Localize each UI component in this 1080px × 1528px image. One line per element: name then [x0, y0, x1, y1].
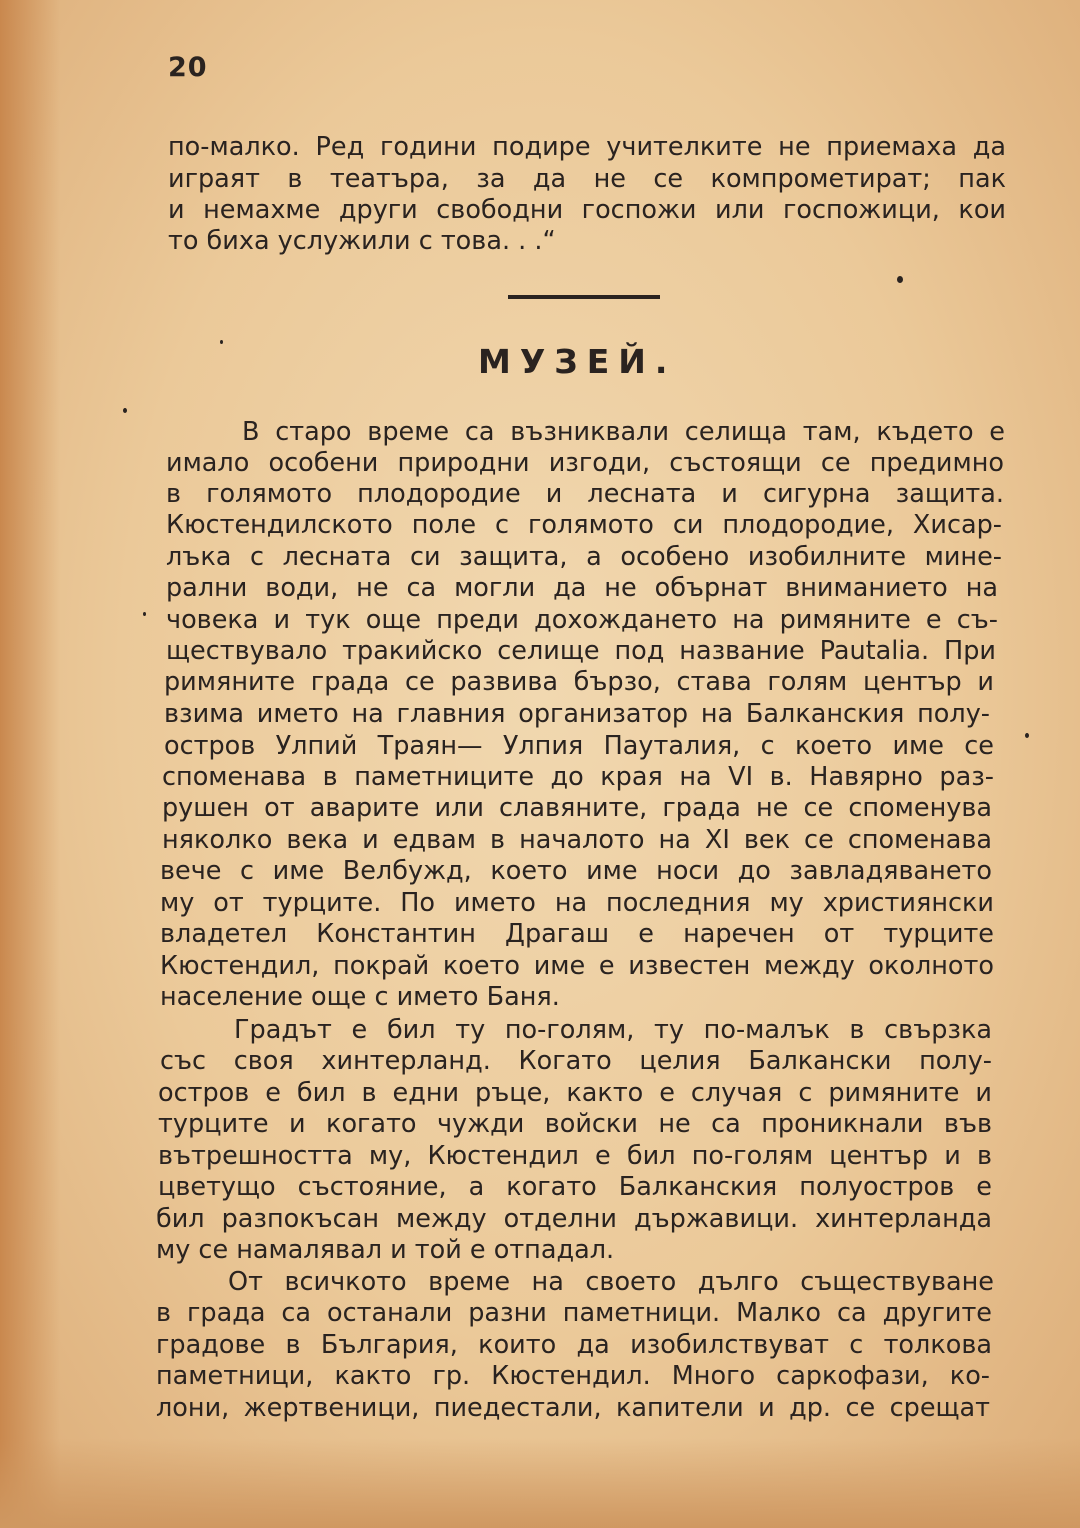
text-line: му от турците. По името на последния му християнски	[160, 888, 994, 918]
text-line: имало особени природни изгоди, състоящи се предимно	[166, 448, 1004, 478]
text-line: рушен от аварите или славяните, града не се споменува	[162, 793, 992, 823]
text-line: От всичкото време на своето дълго съществуване	[228, 1267, 994, 1297]
text-line: вече с име Велбужд, което име носи до завладяването	[160, 856, 992, 886]
text-line: вътрешността му, Кюстендил е бил по-голям център и в	[158, 1141, 992, 1171]
text-line: лони, жертвеници, пиедестали, капители и др. се срещат	[156, 1393, 990, 1423]
ink-speck	[897, 276, 903, 283]
text-line: играят в театъра, за да не се компрометират; пак	[168, 164, 1006, 194]
text-line: му се намалявал и той е отпадал.	[156, 1235, 615, 1265]
text-line: паметници, както гр. Кюстендил. Много саркофази, ко-	[156, 1361, 990, 1391]
text-line: Градът е бил ту по-голям, ту по-малък в свързка	[234, 1015, 992, 1045]
text-line: остров е бил в едни ръце, както е случая с римяните и	[158, 1078, 992, 1108]
text-line: В старо време са възниквали селища там, където е	[242, 417, 1005, 447]
text-line: взима името на главния организатор на Балканския полу-	[164, 699, 990, 729]
text-line: цветущо състояние, а когато Балканския полуостров е	[158, 1172, 992, 1202]
ink-speck	[123, 408, 127, 413]
page-number: 20	[168, 52, 208, 83]
text-line: и немахме други свободни госпожи или госпожици, кои	[168, 195, 1006, 225]
text-line: владетел Константин Драгаш е наречен от турците	[160, 919, 994, 949]
ink-speck	[1025, 733, 1029, 738]
text-line: остров Улпий Траян— Улпия Пауталия, с което име се	[164, 731, 994, 761]
page-edge-shadow	[0, 0, 60, 1528]
text-line: в голямото плодородие и лесната и сигурна защита.	[166, 479, 1004, 509]
text-line: то биха услужили с това. . .“	[168, 226, 556, 256]
text-line: рални води, не са могли да не обърнат вниманието на	[166, 573, 998, 603]
text-line: бил разпокъсан между отделни държавици. хинтерланда	[156, 1204, 992, 1234]
section-title: МУЗЕЙ.	[478, 342, 677, 381]
text-line: със своя хинтерланд. Когато целия Балкански полу-	[160, 1046, 992, 1076]
text-line: население още с името Баня.	[160, 982, 560, 1012]
text-line: човека и тук още преди дохождането на римяните е съ-	[166, 605, 998, 635]
section-divider	[508, 295, 660, 299]
text-line: римяните града се развива бързо, става голям център и	[164, 667, 994, 697]
text-line: Кюстендил, покрай което име е известен между околното	[160, 951, 994, 981]
text-line: ществувало тракийско селище под название Pautalia. При	[166, 636, 996, 666]
ink-speck	[220, 340, 223, 344]
text-line: лъка с лесната си защита, а особено изобилните мине-	[166, 542, 1002, 572]
page-bottom-shadow	[0, 1438, 1080, 1528]
text-line: турците и когато чужди войски не са проникнали във	[158, 1109, 992, 1139]
text-line: градове в България, които да изобилствуват с толкова	[156, 1330, 992, 1360]
text-line: няколко века и едвам в началото на XI век се споменава	[162, 825, 992, 855]
text-line: споменава в паметниците до края на VI в. Навярно раз-	[162, 762, 994, 792]
ink-speck	[143, 612, 146, 616]
text-line: по-малко. Ред години подире учителките не приемаха да	[168, 132, 1006, 162]
text-line: Кюстендилското поле с голямото си плодородие, Хисар-	[166, 510, 1002, 540]
text-line: в града са останали разни паметници. Малко са другите	[156, 1298, 992, 1328]
